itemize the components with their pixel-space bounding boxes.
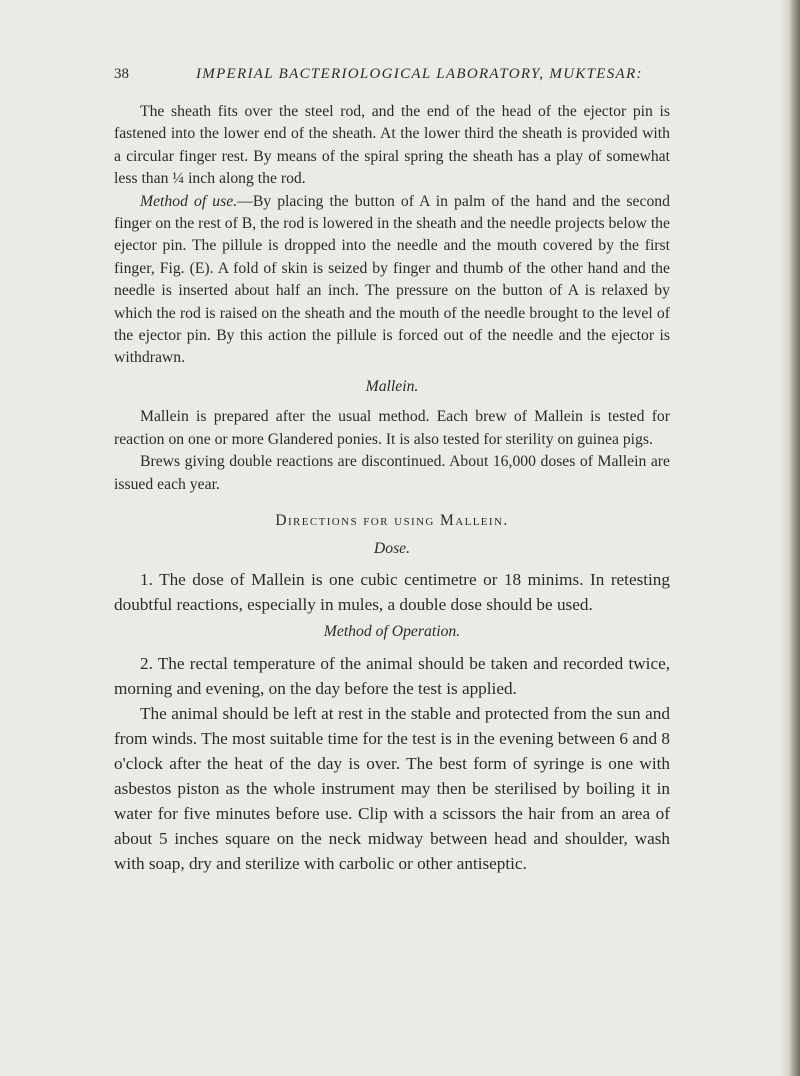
page-edge (782, 0, 800, 1076)
directions-heading: Directions for using Mallein. (275, 511, 509, 529)
method-of-use-label: Method of use. (140, 192, 238, 210)
running-head: IMPERIAL BACTERIOLOGICAL LABORATORY, MUKTESAR: (196, 66, 643, 82)
page-number: 38 (114, 66, 129, 82)
method-of-use-text: —By placing the button of A in palm of the hand and the second finger on the rest of B, the rod is lowered in the sheath and the needle projects below the ejector pin. The pillule is dropped into the needle and the mouth covered by the first finger, Fig. (E). A fold of skin is seized by finger and thumb of the other hand and the needle is inserted about half an inch. The pressure on the button of A is relaxed by which the rod is raised on the sheath and the mouth of the needle brought to the level of the ejector pin. By this action the pillule is forced out of the needle and the ejector is withdrawn. (114, 192, 670, 367)
paragraph-method-of-use (114, 191, 670, 370)
mallein-heading: Mallein. (365, 377, 419, 395)
dose-heading: Dose. (373, 540, 411, 558)
paragraph-sheath: The sheath fits over the steel rod, and the end of the head of the ejector pin is fastened into the lower end of the sheath. At the lower third the sheath is provided with a circular finger rest. By means of the spiral spring the sheath has a play of somewhat less than ¼ inch along the rod. (114, 103, 670, 188)
page-header (0, 66, 800, 86)
paragraph-animal-rest: The animal should be left at rest in the stable and protected from the sun and from winds. The most suitable time for the test is in the evening between 6 and 8 o'clock after the heat of the day is over. The best form of syringe is one with asbestos piston as the whole instrument may then be sterilised by boiling it in water for five minutes before use. Clip with a scissors the hair from an area of about 5 inches square on the neck midway between head and shoulder, wash with soap, dry and sterilize with carbolic or other antiseptic. (114, 704, 670, 874)
paragraph-mallein-preparation: Mallein is prepared after the usual method. Each brew of Mallein is tested for reaction on one or more Glandered ponies. It is also tested for sterility on guinea pigs. (114, 408, 670, 448)
paragraph-brews: Brews giving double reactions are discontinued. About 16,000 doses of Mallein are issued each year. (114, 453, 670, 493)
paragraph-dose: 1. The dose of Mallein is one cubic centimetre or 18 minims. In retesting doubtful reactions, especially in mules, a double dose should be used. (114, 569, 670, 614)
page-body (114, 101, 670, 876)
operation-heading: Method of Operation. (323, 622, 461, 640)
paragraph-rectal-temperature: 2. The rectal temperature of the animal should be taken and recorded twice, morning and evening, on the day before the test is applied. (114, 654, 670, 699)
